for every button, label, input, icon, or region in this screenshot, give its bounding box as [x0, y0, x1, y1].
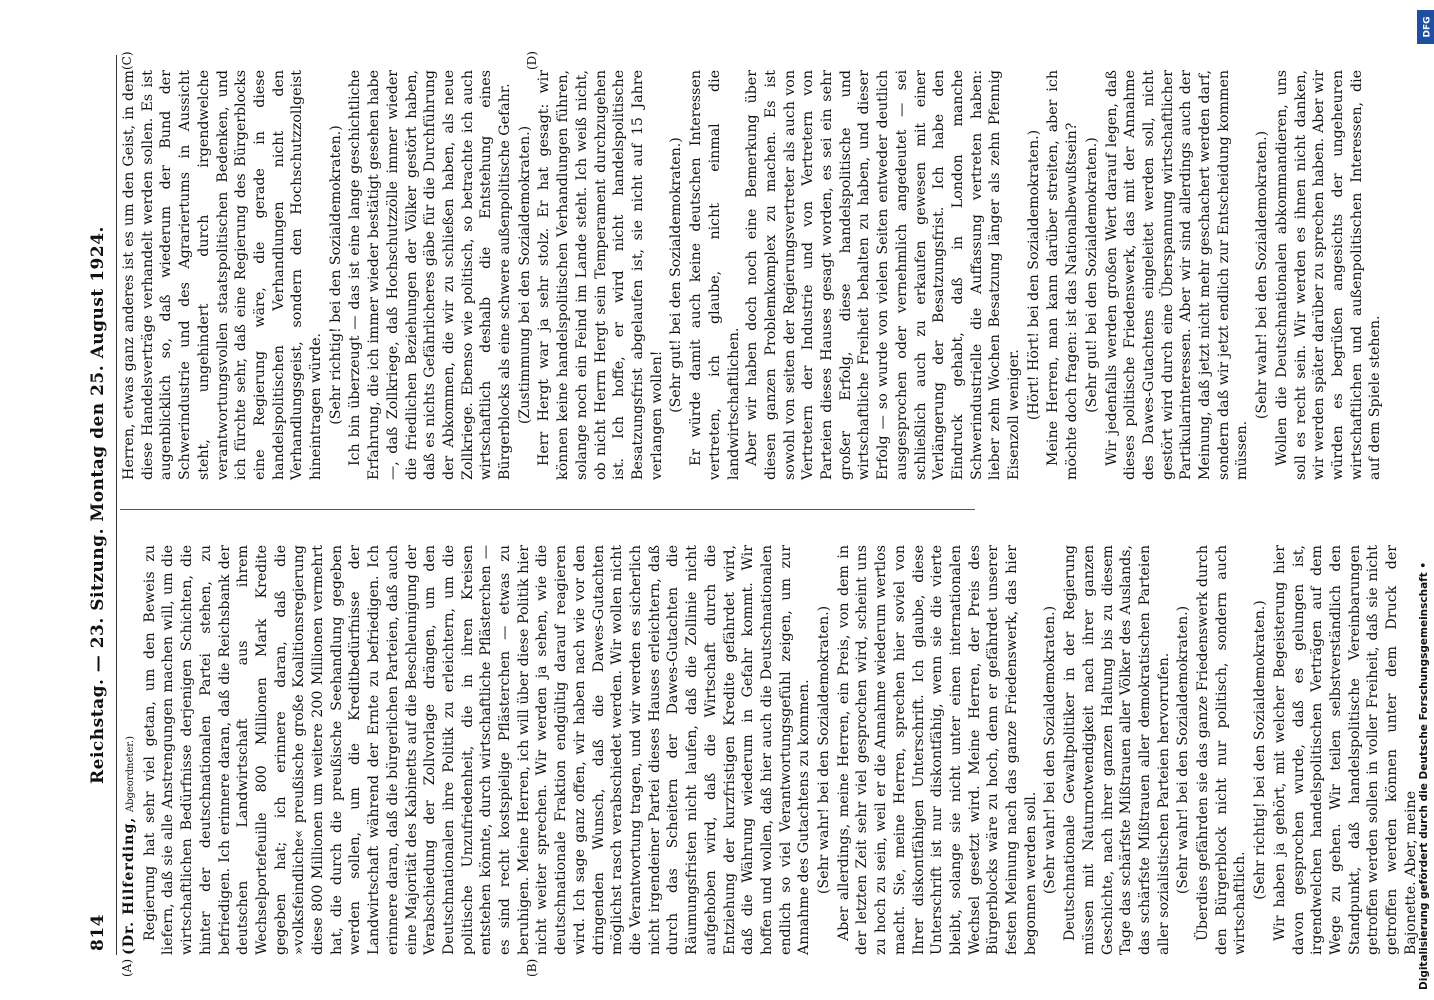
paragraph: Herren, etwas ganz anderes ist es um den Geist, in dem diese Handelsverträge verhandelt werden sollen. Es ist augenblicklich so, daß wiederum der Bund der Schwerindustrie und des Agrariertums in Aussicht steht, ungehindert durch irgendwelche verantwortungsvollen staatspolitischen Bedenken, und ich fürchte sehr, daß eine Regierung des Bürgerblocks eine Regierung wäre, die gerade in diese handelspolitischen Verhandlungen nicht den Verhandlungsgeist, sondern den Hochschutzzollgeist hineintragen würde.	[121, 70, 325, 480]
paragraph: Ich bin überzeugt — das ist eine lange geschichtliche Erfahrung, die ich immer wieder bestätigt gesehen habe —, daß Zollkriege, daß Hochschutzzölle immer wieder die friedlichen Beziehungen der Völker gestört haben, daß es nichts Gefährlicheres gäbe für die Durchführung der Abkommen, die wir zu schließen haben, als neue Zollkriege. Ebenso wie politisch, so betrachte ich auch wirtschaftlich deshalb die Entstehung eines Bürgerblocks als eine schwere außenpolitische Gefahr.	[347, 70, 514, 480]
dfg-logo	[1417, 10, 1434, 44]
page-title: Reichstag. — 23. Sitzung. Montag den 25. August 1924.	[88, 226, 108, 784]
paragraph: Wir jedenfalls werden großen Wert darauf legen, daß dieses politische Friedenswerk, das mit der Annahme des Dawes-Gutachtens eingeleitet werden soll, nicht gestört wird durch eine Überspannung wirtschaftlicher Partikularinteressen. Aber wir sind allerdings auch der Meinung, daß jetzt nicht mehr geschachert werden darf, sondern daß wir jetzt endlich zur Entscheidung kommen müssen.	[1103, 70, 1251, 480]
paragraph: Wir haben ja gehört, mit welcher Begeisterung hier davon gesprochen wurde, daß es gelungen ist, irgendwelchen handelspolitischen Verträgen auf dem Wege zu gehen. Wir teilen selbstverständlich den Standpunkt, daß handelspolitische Vereinbarungen getroffen werden sollen in voller Freiheit, daß sie nicht getroffen werden können unter dem Druck der Bajonette. Aber, meine	[1271, 545, 1419, 955]
text-column-right	[120, 70, 1385, 480]
paragraph: Regierung hat sehr viel getan, um den Beweis zu liefern, daß sie alle Anstrengungen machen will, um die wirtschaftlichen Bedürfnisse derjenigen Schichten, die hinter der deutschnationalen Partei stehen, zu befriedigen. Ich erinnere daran, daß die Reichsbank der deutschen Landwirtschaft aus ihrem Wechselportefeuille 800 Millionen Mark Kredite gegeben hat; ich erinnere daran, daß die »volksfeindliche« preußische große Koalitionsregierung diese 800 Millionen um weitere 200 Millionen vermehrt hat, die durch die preußische Seehandlung gegeben werden sollen, um die Kreditbedürfnisse der Landwirtschaft während der Ernte zu befriedigen. Ich erinnere daran, daß die bürgerlichen Parteien, daß auch eine Majorität des Kabinetts auf die Beschleunigung der Verabschiedung der Zollvorlage drängen, um den Deutschnationalen ihre Politik zu erleichtern, um die politische Unzufriedenheit, die in ihren Kreisen entstehen könnte, durch wirtschaftliche Pflästerchen — es sind recht kostspielige Pflästerchen — etwas zu beruhigen. Meine Herren, ich will über diese Politik hier nicht weiter sprechen. Wir werden ja sehen, wie die deutschnationale Fraktion endgültig darauf reagieren wird. Ich sage ganz offen, wir haben nach wie vor den dringenden Wunsch, daß die Dawes-Gutachten möglichst rasch verabschiedet werden. Wir wollen nicht die Verantwortung tragen, und wir werden es sicherlich nicht irgendeiner Partei dieses Hauses erleichtern, daß durch das Scheitern der Dawes-Gutachten die Räumungsfristen nicht laufen, daß die Zollinie nicht aufgehoben wird, daß die Wirtschaft durch die Entziehung der kurzfristigen Kredite gefährdet wird, daß die Währung wiederum in Gefahr kommt. Wir hoffen und wollen, daß hier auch die Deutschnationalen endlich so viel Verantwortungsgefühl zeigen, um zur Annahme des Gutachtens zu kommen.	[141, 545, 813, 955]
paragraph: Herr Hergt war ja sehr stolz. Er hat gesagt: wir können keine handelspolitischen Verhandlungen führen, solange noch ein Feind im Lande steht. Ich weiß nicht, ob nicht Herrn Hergt sein Temperament durchzugehen ist. Ich hoffe, er wird nicht handelspolitische Besatzungsfrist abgelaufen ist, sie nicht auf 15 Jahre verlangen wollen!	[536, 70, 665, 480]
paragraph: Deutschnationale Gewaltpolitiker in der Regierung müssen mit Naturnotwendigkeit nach ihrer ganzen Geschichte, nach ihrer ganzen Haltung bis zu diesem Tage das schärfste Mißtrauen aller Völker des Auslands, das schärfste Mißtrauen aller demokratischen Parteien aller sozialistischen Parteien hervorrufen.	[1062, 545, 1172, 955]
page-number: 814	[88, 914, 108, 951]
interjection: (Zustimmung bei den Sozialdemokraten.)	[516, 125, 533, 425]
margin-marker-c: (C)	[120, 51, 134, 70]
interjection: (Sehr richtig! bei den Sozialdemokraten.)	[1252, 600, 1269, 900]
paragraph: Aber wir haben doch noch eine Bemerkung über diesen ganzen Problemkomplex zu machen. Es ist sowohl von seiten der Regierungsvertreter als auch von Vertretern der Industrie und von Vertretern von Parteien dieses Hauses gesagt worden, es sei ein sehr großer Erfolg, diese handelspolitische und wirtschaftliche Freiheit behalten zu haben, und dieser Erfolg — so wurde von vielen Seiten entweder deutlich ausgesprochen oder vernehmlich angedeutet — sei schließlich auch zu erkaufen gewesen mit einer Verlängerung der Besatzungsfrist. Ich habe den Eindruck gehabt, daß in London manche Schwerindustrielle die Auffassung vertreten haben: lieber zehn Wochen Besatzung länger als zehn Pfennig Eisenzoll weniger.	[744, 70, 1023, 480]
dfg-logo-text: DFG	[1422, 16, 1433, 38]
header-rule	[116, 55, 117, 955]
paragraph: Er würde damit auch keine deutschen Interessen vertreten, ich glaube, nicht einmal die landwirtschaftlichen.	[688, 70, 742, 480]
paragraph: Überdies gefährden sie das ganze Friedenswerk durch den Bürgerblock nicht nur politisch, sondern auch wirtschaftlich.	[1195, 545, 1249, 955]
digitization-credit: Digitalisierung gefördert durch die Deutsche Forschungsgemeinschaft •	[1418, 561, 1430, 990]
rotated-page	[80, 51, 1419, 977]
interjection: (Sehr wahr! bei den Sozialdemokraten.)	[816, 605, 833, 895]
paragraph: Aber allerdings, meine Herren, ein Preis, von dem in der letzten Zeit sehr viel gesprochen wird, scheint uns zu hoch zu sein, weil er die Annahme wiederum wertlos macht. Sie, meine Herren, sprechen hier soviel von Ihrer diskontfähigen Unterschrift. Ich glaube, diese Unterschrift ist nur diskontfähig, wenn sie die vierte bleibt, solange sie nicht unter einen internationalen Wechsel gesetzt wird. Meine Herren, der Preis des Bürgerblocks wäre zu hoch, denn er gefährdet unserer festen Meinung nach das ganze Friedenswerk, das hier begonnen werden soll.	[835, 545, 1039, 955]
margin-marker-b: (B)	[525, 958, 539, 977]
interjection: (Sehr wahr! bei den Sozialdemokraten.)	[1254, 130, 1271, 420]
interjection: (Sehr gut! bei den Sozialdemokraten.)	[1083, 137, 1100, 413]
page-header	[88, 55, 118, 955]
margin-marker-a: (A)	[120, 958, 134, 977]
interjection: (Hört! Hört! bei den Sozialdemokraten.)	[1025, 129, 1042, 421]
interjection: (Sehr wahr! bei den Sozialdemokraten.)	[1175, 605, 1192, 895]
speaker-line	[120, 545, 141, 955]
speaker-role: Abgeordneter.)	[125, 735, 136, 813]
column-divider	[120, 509, 975, 510]
interjection: (Sehr richtig! bei den Sozialdemokraten.)	[327, 125, 344, 425]
paragraph: Meine Herren, man kann darüber streiten, aber ich möchte doch fragen: ist das Nationalbewußtsein?	[1045, 70, 1081, 480]
interjection: (Sehr gut! bei den Sozialdemokraten.)	[668, 137, 685, 413]
speaker-name: (Dr. Hilferding,	[121, 816, 137, 955]
text-column-left	[120, 545, 1421, 955]
interjection: (Sehr wahr! bei den Sozialdemokraten.)	[1042, 605, 1059, 895]
margin-marker-d: (D)	[525, 51, 539, 70]
paragraph: Wollen die Deutschnationalen abkommandieren, uns soll es recht sein. Wir werden es ihnen nicht danken, wir werden später darüber zu sprechen haben. Aber wir würden es begrüßen angesichts der ungeheuren wirtschaftlichen und außenpolitischen Interessen, die auf dem Spiele stehen.	[1273, 70, 1384, 480]
